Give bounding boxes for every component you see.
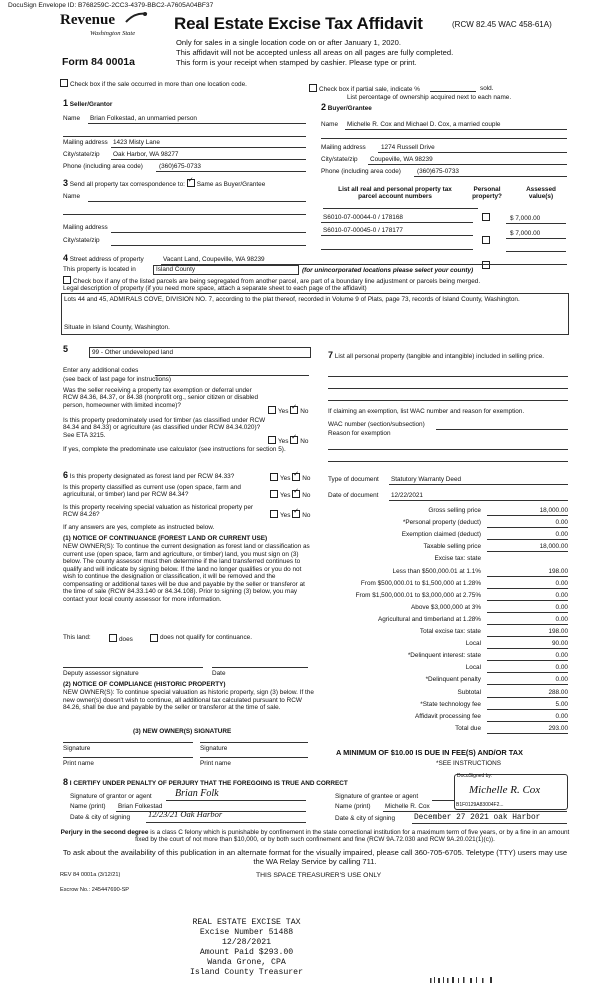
seller-phone-label: Phone (including area code) [63,163,143,170]
codes-label: Enter any additional codes [63,367,139,374]
grantor-name-label: Name (print) [70,803,106,810]
corr-name-label: Name [63,193,81,200]
grantor-signature[interactable]: Brian Folk [175,788,219,799]
tax-row-underline [487,684,568,685]
no-checkbox[interactable] [292,473,300,481]
tax-row-underline [487,515,568,516]
tax-row-underline [487,660,568,661]
buyer-city-label: City/state/zip [321,156,358,163]
corr-city-label: City/state/zip [63,237,100,244]
tax-row-value[interactable]: 0.00 [555,580,568,587]
tax-row-label: *Delinquent penalty [425,676,481,683]
street-line: 4 Street address of property [63,253,144,263]
no-checkbox[interactable] [290,436,298,444]
tax-row-label: From $500,000.01 to $1,500,000 at 1.28% [360,580,481,587]
buyer-address[interactable]: 1274 Russell Drive [381,144,435,151]
reason-label: Reason for exemption [328,430,391,437]
stamp-line: Excise Number 51488 [199,928,294,937]
escrow-number: Escrow No.: 245447690-SP [60,887,130,893]
tax-row-underline [487,539,568,540]
buyer-phone[interactable]: (360)675-0733 [417,168,459,175]
logo-subtitle: Washington State [90,30,136,37]
parcel-number[interactable]: S6010-07-00044-0 / 178168 [323,214,403,221]
corr-city-field[interactable] [111,245,306,246]
tax-row-value[interactable]: 0.00 [555,616,568,623]
buyer-heading: 2 Buyer/Grantee [321,102,372,112]
deputy-label: Deputy assessor signature [63,670,139,677]
q-exemption-options: Yes ✓ No [268,406,308,415]
tax-row-value[interactable]: 288.00 [548,689,568,696]
seller-city[interactable]: Oak Harbor, WA 98277 [113,151,179,158]
tax-row-value[interactable]: 18,000.00 [539,507,568,514]
partial-percent-field[interactable] [430,91,476,92]
print-name-label-2: Print name [200,760,231,767]
form-number: Form 84 0001a [62,56,135,68]
street-address[interactable]: Vacant Land, Coupeville, WA 98239 [163,256,265,263]
multi-location-checkbox[interactable] [60,79,247,88]
form-title: Real Estate Excise Tax Affidavit [174,14,423,33]
tax-row-value[interactable]: 0.00 [555,676,568,683]
notice-compliance-heading: (2) NOTICE OF COMPLIANCE (HISTORIC PROPERTY) [63,681,226,688]
notice-continuance-heading: (1) NOTICE OF CONTINUANCE (FOREST LAND OR CURRENT USE) [63,535,268,542]
this-land-label: This land: [63,634,91,641]
logo-word: Revenue [60,12,115,28]
yes-checkbox[interactable] [268,406,276,414]
county-select[interactable] [153,265,299,275]
new-owner-sig-heading: (3) NEW OWNER(S) SIGNATURE [133,728,232,735]
tax-row-value[interactable]: 0.00 [555,713,568,720]
no-checkbox[interactable] [290,406,298,414]
yes-checkbox[interactable] [270,510,278,518]
deputy-date-field[interactable] [212,667,308,668]
exemption-label: If claiming an exemption, list WAC number and reason for exemption. [328,408,525,415]
tax-row-label: *Delinquent interest: state [407,652,481,659]
intro-line-3: This form is your receipt when stamped by cashier. Please type or print. [176,58,417,67]
grantee-date-label: Date & city of signing [335,815,396,822]
tax-row-label: Affidavit processing fee [415,713,481,720]
tax-row-label: Gross selling price [428,507,481,514]
tax-row-value[interactable]: 18,000.00 [539,543,568,550]
seller-name-label: Name [63,115,81,122]
grantee-name-label: Name (print) [335,803,371,810]
tax-row-value[interactable]: 0.00 [555,592,568,599]
buyer-phone-label: Phone (including area code) [321,168,401,175]
tax-row-underline [487,648,568,649]
land-use-value: 99 - Other undeveloped land [92,349,174,356]
does-not-label: does not qualify for continuance. [160,634,253,641]
tax-row-underline [487,612,568,613]
tax-row-value[interactable]: 90.00 [552,640,568,647]
tax-row-label: *Personal property (deduct) [402,519,481,526]
perjury-notice: Perjury in the second degree is a class C felony which is punishable by confinement in the state correctional institution for a maximum term of five years, or by a fine in an amount fixed by the court of not more than $10,000, or by both such confinement and fine (RCW 9A.72.030 and RCW 9A.20.021(1)(c)). [60,829,570,844]
corr-address-field[interactable] [111,232,306,233]
tax-row-underline [487,624,568,625]
personal-property-checkbox[interactable] [482,236,490,244]
does-option: does [109,634,133,643]
tax-row-label: Subtotal [457,689,481,696]
yes-checkbox[interactable] [268,436,276,444]
tax-row-label: Total excise tax: state [419,628,481,635]
personal-property-checkbox[interactable] [482,213,490,221]
personal-col-header: Personal property? [472,186,502,201]
owner-signature-1[interactable] [63,742,193,743]
q-current-use-text: Is this property classified as current use (open space, farm and agricultural, or timber) land per RCW 84.34? [63,484,241,499]
legal-situate: Situate in Island County, Washington. [64,324,170,331]
q-timber-options: Yes ✓ No [268,436,308,445]
tax-row-label: Exemption claimed (deduct) [401,531,481,538]
located-label: This property is located in [63,266,136,273]
tax-row-value[interactable]: 198.00 [548,628,568,635]
wac-field[interactable] [436,429,568,430]
correspondence-label: Send all property tax correspondence to: [69,181,185,188]
q-historic-text: Is this property receiving special valuation as historical property per RCW 84.26? [63,504,254,519]
section-5-number: 5 [63,344,69,354]
tax-row-label: Agricultural and timberland at 1.28% [377,616,481,623]
partial-sale-label: Check box if partial sale, indicate % [319,86,420,93]
doc-type-label: Type of document [328,476,379,483]
tax-row-value[interactable]: 0.00 [555,519,568,526]
segregated-label: Check box if any of the listed parcels are being segregated from another parcel, are part of a boundary line adjustment or parcels being merged. [73,278,481,285]
grantor-date-label: Date & city of signing [70,814,131,821]
assessed-col-header: Assessed value(s) [526,186,556,201]
tax-row-underline [487,733,568,734]
buyer-name[interactable]: Michelle R. Cox and Michael D. Cox, a married couple [347,121,501,128]
accessibility-notice: To ask about the availability of this publication in an alternate format for the visually impaired, please call 360-705-6705. Teletype (TTY) users may use the WA Relay Service by calling 711. [62,848,568,866]
deputy-signature-field[interactable] [63,667,203,668]
buyer-city[interactable]: Coupeville, WA 98239 [370,156,433,163]
grantee-sig-label: Signature of grantee or agent [335,793,419,800]
notice-continuance-body: NEW OWNER(S): To continue the current designation as forest land or classification as current use (open space, farm and agriculture, or timber) land, you must sign on (3) below. The county assessor must then determine if the land transferred continues to qualify and will indicate by signing below. If the land no longer qualifies or you do not wish to continue the designation or classification, it will be removed and the compensating or additional taxes will be due and payable by the seller or transferor at the time of sale (RCW 84.33.140 or 84.34.108). Prior to signing (3) below, you may contact your local county assessor for more information. [63,543,310,603]
tax-row-label: Above $3,000,000 at 3% [411,604,481,611]
wac-label: WAC number (section/subsection) [328,421,425,428]
grantor-sig-label: Signature of grantor or agent [70,793,152,800]
answers-note: If any answers are yes, complete as instructed below. [63,524,215,531]
stamp-line: REAL ESTATE EXCISE TAX [192,918,301,927]
tax-row-value[interactable]: 0.00 [555,604,568,611]
tax-row-value[interactable]: 293.00 [548,725,568,732]
intro-line-1: Only for sales in a single location code on or after January 1, 2020. [176,38,401,47]
tax-row-underline [487,709,568,710]
certify-line: 8 I CERTIFY UNDER PENALTY OF PERJURY THAT THE FOREGOING IS TRUE AND CORRECT [63,777,348,787]
does-not-checkbox[interactable] [150,634,158,642]
street-label: Street address of property [69,256,144,263]
see-instructions: *SEE INSTRUCTIONS [436,760,501,767]
doc-date-label: Date of document [328,492,379,499]
partial-sale-note: List percentage of ownership acquired next to each name. [347,94,512,101]
tax-row-label: Excise tax: state [434,555,481,562]
stamp-line: Amount Paid $293.00 [199,948,294,957]
tax-row-value[interactable]: 198.00 [548,568,568,575]
owner-print-2[interactable] [200,757,308,758]
parcel-number[interactable]: S6010-07-00045-0 / 178177 [323,227,403,234]
same-as-buyer-label: Same as Buyer/Grantee [196,181,266,188]
tax-row-value[interactable]: 0.00 [555,652,568,659]
tax-row-underline [487,721,568,722]
codes-field[interactable] [155,375,309,376]
grantee-signature[interactable]: Michelle R. Cox [469,784,541,796]
yes-checkbox[interactable] [270,490,278,498]
q-timber-note: If yes, complete the predominate use calculator (see instructions for section 5). [63,446,286,453]
tax-row-underline [487,588,568,589]
revision-label: REV 84 0001a (3/12/21) [60,872,121,878]
parcel-value[interactable]: $ 7,000.00 [510,230,541,237]
grantee-name[interactable]: Michelle R. Cox [385,803,430,810]
tax-row-label: Local [465,640,481,647]
seller-phone[interactable]: (360)675-0733 [159,163,201,170]
tax-row-underline [487,697,568,698]
tax-row-label: From $1,500,000.01 to $3,000,000 at 2.75% [355,592,481,599]
land-use-select[interactable] [89,347,311,358]
signature-label-1: Signature [63,745,91,752]
logo-swoosh-icon [125,10,149,26]
no-checkbox[interactable] [292,490,300,498]
intro-line-2: This affidavit will not be accepted unless all areas on all pages are fully completed. [176,48,454,57]
yes-checkbox[interactable] [270,473,278,481]
envelope-id: DocuSign Envelope ID: B768259C-2CC3-4379-BBC2-A7605A04BF37 [8,2,214,9]
q-forest-options: Yes ✓ No [270,473,310,482]
correspondence-line: 3 Send all property tax correspondence to: ✓ Same as Buyer/Grantee [63,178,265,188]
tax-row-underline [487,600,568,601]
docusigned-label: DocuSigned by: [457,773,493,779]
checkbox-icon [309,84,317,92]
tax-row-label: *State technology fee [420,701,481,708]
tax-row-label: Less than $500,000.01 at 1.1% [392,568,481,575]
parcel-value[interactable]: $ 7,000.00 [510,215,541,222]
codes-note: (see back of last page for instructions) [63,376,171,383]
form-title-ref: (RCW 82.45 WAC 458-61A) [452,20,552,29]
county-note: (for unincorporated locations please select your county) [302,267,474,274]
tax-row-underline [487,636,568,637]
reason-field[interactable] [328,449,568,450]
scan-barcode-marks [430,975,500,985]
print-name-label-1: Print name [63,760,94,767]
no-checkbox[interactable] [292,510,300,518]
tax-row-value[interactable]: 0.00 [555,664,568,671]
partial-sold-label: sold. [480,85,494,92]
parcel-col-header: List all real and personal property tax parcel account numbers [338,186,452,201]
grantee-date-city[interactable]: December 27 2021 oak Harbor [414,814,541,822]
seller-name[interactable]: Brian Folkestad, an unmarried person [90,115,197,122]
legal-description: Lots 44 and 45, ADMIRALS COVE, DIVISION NO. 7, according to the plat thereof, recorded in Volume 9 of Plats, page 73, records of Island County, Washington. [64,296,520,303]
minimum-due-note: A MINIMUM OF $10.00 IS DUE IN FEE(S) AND/OR TAX [336,748,523,757]
grantor-date-city[interactable]: 12/23/21 Oak Harbor [148,809,223,819]
same-as-buyer-checkbox[interactable] [187,179,195,187]
tax-row-value[interactable]: 0.00 [555,531,568,538]
tax-row-underline [487,672,568,673]
doc-type[interactable]: Statutory Warranty Deed [391,476,462,483]
tax-row-underline [487,551,568,552]
checkbox-icon [60,79,68,87]
tax-row-label: Taxable selling price [423,543,481,550]
seller-address[interactable]: 1423 Misty Lane [113,139,160,146]
seller-address-label: Mailing address [63,139,108,146]
q-timber-text: Is this property predominately used for timber (as classified under RCW 84.34 and 84.33) or agriculture (as classified under RCW 84.34.020)? See ETA 3215. [63,417,266,439]
legal-description-box[interactable] [61,293,569,335]
tax-row-label: Local [465,664,481,671]
personal-property-text: 7 List all personal property (tangible and intangible) included in selling price. [328,350,545,360]
segregated-checkbox[interactable] [63,276,480,285]
treasurer-stamp [190,918,303,978]
owner-signature-2[interactable] [200,742,308,743]
q-current-use-options: Yes ✓ No [270,490,310,499]
signature-label-2: Signature [200,745,228,752]
tax-row-underline [487,527,568,528]
deputy-date-label: Date [212,670,226,677]
seller-city-label: City/state/zip [63,151,100,158]
treasurer-use-label: THIS SPACE TREASURER'S USE ONLY [256,872,382,879]
grantor-name[interactable]: Brian Folkestad [118,803,163,810]
q-exemption-text: Was the seller receiving a property tax exemption or deferral under RCW 84.36, 84.37, or 84.38 (nonprofit org., senior citizen or disabled person, homeowner with limited income)? [63,387,259,409]
county-value: Island County [156,266,196,273]
stamp-line: 12/28/2021 [221,938,272,947]
q-historic-options: Yes ✓ No [270,510,310,519]
corr-address-label: Mailing address [63,224,108,231]
legal-label: Legal description of property (if you need more space, attach a separate sheet to each page of the affidavit) [63,285,367,292]
owner-print-1[interactable] [63,757,193,758]
partial-sale-checkbox[interactable] [309,84,420,93]
buyer-address-label: Mailing address [321,144,366,151]
notice-compliance-body: NEW OWNER(S): To continue special valuation as historic property, sign (3) below. If the new owner(s) doesn't wish to continue, all additional tax calculated pursuant to RCW 84.26, shall be due and payable by the seller or transferor at the time of sale. [63,689,314,712]
does-checkbox[interactable] [109,634,117,642]
stamp-line: Island County Treasurer [190,968,304,977]
corr-name-field[interactable] [88,201,306,202]
seller-heading: 1 Seller/Grantor [63,98,113,108]
doc-date[interactable]: 12/22/2021 [391,492,423,499]
multi-location-label: Check box if the sale occurred in more than one location code. [70,81,247,88]
tax-row-underline [487,576,568,577]
docusign-code: B1F0129A83004F2... [456,802,504,808]
buyer-name-label: Name [321,121,339,128]
q-forest: 6 Is this property designated as forest land per RCW 84.33? [63,470,235,480]
stamp-line: Wanda Grone, CPA [207,958,286,967]
personal-property-field[interactable] [328,376,568,377]
checkbox-icon [63,276,71,284]
tax-row-value[interactable]: 5.00 [555,701,568,708]
tax-row-label: Total due [455,725,481,732]
